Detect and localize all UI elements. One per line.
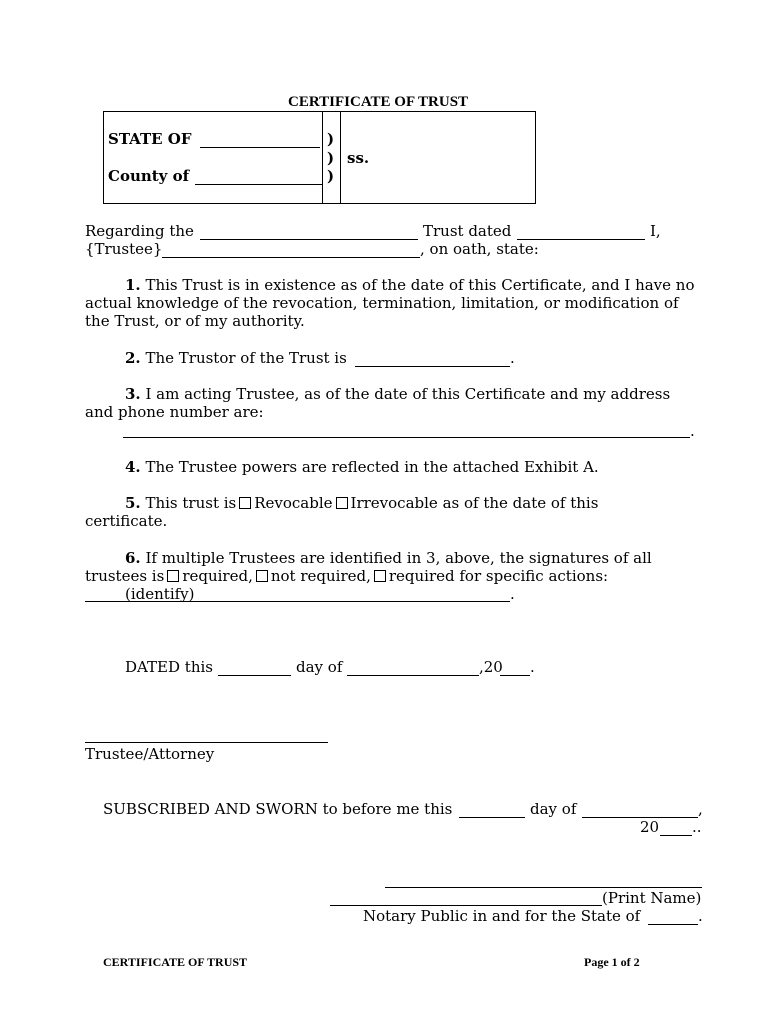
venue-ss: ss.: [347, 149, 370, 167]
item-3-end: .: [690, 422, 695, 440]
subscribed-year-blank[interactable]: [660, 835, 692, 836]
item-3-line1: [125, 385, 670, 403]
item-6-end: .: [510, 585, 515, 603]
venue-paren: ): [327, 149, 335, 167]
trustee-signature-label: Trustee/Attorney: [85, 745, 215, 763]
dated-end: .: [530, 658, 535, 676]
county-blank[interactable]: [195, 184, 322, 185]
item-5-line2: certificate.: [85, 512, 168, 530]
item-1-line2: actual knowledge of the revocation, termination, limitation, or modification of: [85, 294, 679, 312]
not-required-checkbox[interactable]: [256, 570, 268, 582]
print-name-label: (Print Name): [602, 889, 702, 907]
identify-label: (identify): [125, 585, 195, 603]
item-1-line1: [125, 276, 694, 294]
intro-i: I,: [650, 222, 661, 240]
venue-divider: [322, 112, 323, 203]
trustee-name-blank[interactable]: [162, 257, 420, 258]
dated-year-prefix: ,20: [479, 658, 503, 676]
required-label: required,: [182, 567, 253, 585]
item-3-line2: and phone number are:: [85, 403, 264, 421]
subscribed-end: ..: [692, 818, 702, 836]
notary-state-blank[interactable]: [648, 924, 698, 925]
item-6-text: If multiple Trustees are identified in 3, above, the signatures of all: [145, 549, 652, 567]
item-6-line1: [125, 549, 652, 567]
revocable-label: Revocable: [254, 494, 333, 512]
footer-page-number: Page 1 of 2: [584, 955, 640, 969]
county-label: County of: [108, 167, 190, 185]
footer-title: CERTIFICATE OF TRUST: [103, 955, 248, 969]
item-1-line3: the Trust, or of my authority.: [85, 312, 305, 330]
item-2-number: 2.: [125, 349, 141, 367]
notary-public-label: Notary Public in and for the State of: [363, 907, 641, 925]
item-5-number: 5.: [125, 494, 141, 512]
specific-actions-label: required for specific actions:: [388, 567, 609, 585]
item-5-line1: [125, 494, 598, 512]
venue-divider: [340, 112, 341, 203]
state-blank[interactable]: [200, 147, 320, 148]
item-2-text: The Trustor of the Trust is: [145, 349, 347, 367]
document-title: CERTIFICATE OF TRUST: [288, 94, 469, 110]
item-1-text: This Trust is in existence as of the date of this Certificate, and I have no: [145, 276, 695, 294]
item-4-line: [125, 458, 599, 476]
dated-day-blank[interactable]: [218, 675, 291, 676]
revocable-checkbox[interactable]: [239, 497, 251, 509]
trustee-signature-line[interactable]: [85, 742, 328, 743]
trust-name-blank[interactable]: [200, 239, 418, 240]
subscribed-text: SUBSCRIBED AND SWORN to before me this: [103, 800, 453, 818]
dated-day-of: day of: [296, 658, 343, 676]
required-checkbox[interactable]: [167, 570, 179, 582]
dated-year-blank[interactable]: [500, 675, 530, 676]
intro-trustee: {Trustee}: [85, 240, 163, 258]
item-5-text: This trust is: [145, 494, 237, 512]
venue-paren: ): [327, 167, 335, 185]
item-2-end: .: [510, 349, 515, 367]
intro-regarding: Regarding the: [85, 222, 194, 240]
venue-box: [103, 111, 536, 204]
item-4-text: The Trustee powers are reflected in the attached Exhibit A.: [145, 458, 599, 476]
subscribed-comma: ,: [698, 800, 703, 818]
item-2-line: [125, 349, 347, 367]
subscribed-day-of: day of: [530, 800, 577, 818]
irrevocable-label: Irrevocable as of the date of this: [350, 494, 599, 512]
intro-trust-dated: Trust dated: [423, 222, 512, 240]
address-blank[interactable]: [123, 437, 690, 438]
item-3-number: 3.: [125, 385, 141, 403]
venue-paren: ): [327, 130, 335, 148]
item-3-text: I am acting Trustee, as of the date of this Certificate and my address: [145, 385, 671, 403]
dated-label: DATED this: [125, 658, 213, 676]
state-label: STATE OF: [108, 130, 192, 148]
notary-print-name-line[interactable]: [330, 905, 602, 906]
notary-end: .: [698, 907, 703, 925]
intro-on-oath: , on oath, state:: [420, 240, 539, 258]
irrevocable-checkbox[interactable]: [336, 497, 348, 509]
item-6-number: 6.: [125, 549, 141, 567]
dated-month-blank[interactable]: [347, 675, 479, 676]
subscribed-day-blank[interactable]: [459, 817, 525, 818]
notary-signature-line[interactable]: [385, 887, 702, 888]
trustor-blank[interactable]: [355, 366, 510, 367]
not-required-label: not required,: [270, 567, 371, 585]
item-4-number: 4.: [125, 458, 141, 476]
item-6-line2: [85, 567, 608, 585]
specific-actions-checkbox[interactable]: [374, 570, 386, 582]
subscribed-year-prefix: 20: [640, 818, 660, 836]
item-1-number: 1.: [125, 276, 141, 294]
item-6-trustees-is: trustees is: [85, 567, 165, 585]
